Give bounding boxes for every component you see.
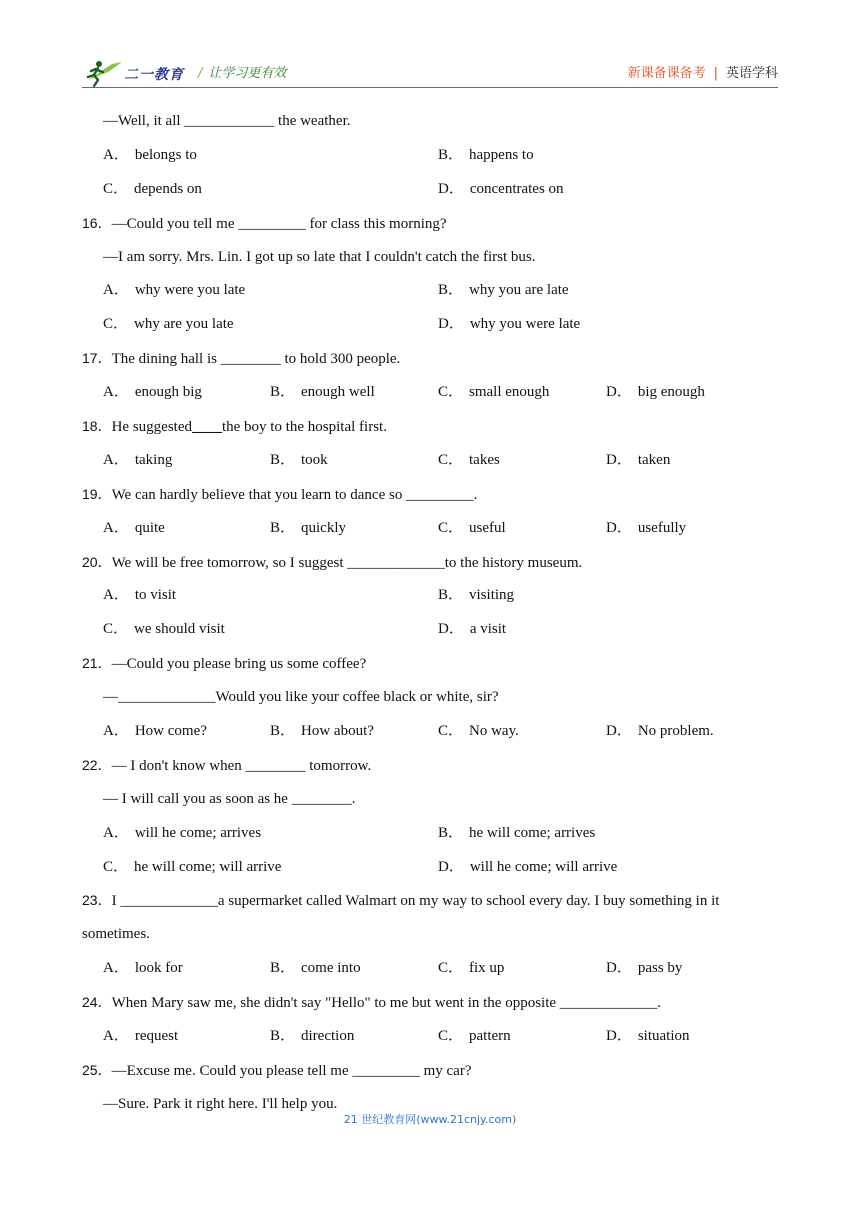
answer-option (103, 1020, 178, 1054)
answer-option (606, 952, 682, 986)
question-stem (82, 1054, 778, 1088)
option-label: A． (103, 960, 129, 977)
question-number: 21． (82, 655, 112, 672)
line-text: — I will call you as soon as he ________. (103, 790, 356, 807)
option-text: why you are late (469, 282, 569, 299)
option-label: B． (270, 519, 296, 536)
option-row (82, 952, 778, 986)
option-text: to visit (134, 587, 177, 604)
option-label: B． (438, 282, 464, 299)
answer-option (270, 376, 375, 410)
option-text: will he come; will arrive (469, 858, 618, 875)
option-text: taken (637, 451, 671, 468)
question-stem (82, 749, 778, 783)
option-label: D． (438, 858, 464, 875)
text-line (82, 918, 778, 952)
option-row (82, 139, 778, 173)
question-text: When Mary saw me, she didn't say "Hello" to me but went in the opposite _____________. (111, 995, 662, 1012)
question-number: 23． (82, 892, 112, 909)
option-row (82, 444, 778, 478)
option-row (82, 173, 778, 207)
header-subject: 英语学科 (725, 66, 778, 81)
answer-option (103, 952, 183, 986)
option-label: B． (270, 1028, 296, 1045)
option-row (82, 851, 778, 885)
answer-option (103, 173, 202, 207)
answer-option (438, 1020, 511, 1054)
option-row (82, 817, 778, 851)
question-text: — I don't know when ________ tomorrow. (111, 757, 372, 774)
option-label: A． (103, 451, 129, 468)
question-stem (82, 342, 778, 376)
option-text: enough big (134, 384, 202, 401)
option-label: D． (606, 384, 632, 401)
option-label: A． (103, 723, 129, 740)
question-number: 22． (82, 756, 112, 773)
line-text: —Sure. Park it right here. I'll help you. (103, 1095, 338, 1112)
answer-option (606, 444, 670, 478)
option-text: enough well (301, 384, 375, 401)
option-label: C． (438, 723, 464, 740)
question-number: 19． (82, 485, 112, 502)
brand-name: 二一教育 (124, 67, 184, 83)
answer-option (438, 952, 504, 986)
option-text: usefully (637, 519, 687, 536)
option-text: taking (134, 451, 173, 468)
page-footer: 21 世纪教育网(www.21cnjy.com) (343, 1113, 517, 1126)
answer-option (438, 173, 564, 207)
option-row (82, 512, 778, 546)
question-number: 18． (82, 418, 112, 435)
option-label: A． (103, 282, 129, 299)
option-label: C． (438, 451, 464, 468)
option-text: why are you late (134, 316, 234, 333)
question-text: He suggested (111, 419, 192, 436)
option-text: useful (469, 519, 506, 536)
option-text: will he come; arrives (134, 824, 262, 841)
option-text: pattern (469, 1028, 511, 1045)
line-text: sometimes. (82, 926, 150, 943)
running-man-icon (82, 58, 126, 88)
answer-option (103, 308, 234, 342)
header-series: 新课备课备考 (627, 66, 706, 81)
question-stem (82, 410, 778, 444)
option-text: How come? (134, 723, 207, 740)
option-label: D． (606, 451, 632, 468)
answer-option (606, 715, 714, 749)
option-text: quite (134, 519, 165, 536)
question-number: 17． (82, 350, 112, 367)
answer-option (103, 274, 245, 308)
text-line (82, 241, 778, 275)
page-header (82, 56, 778, 90)
option-label: D． (606, 723, 632, 740)
question-text-tail: the boy to the hospital first. (221, 419, 387, 436)
answer-option (103, 512, 165, 546)
option-label: C． (103, 180, 129, 197)
question-text: The dining hall is ________ to hold 300 people. (111, 351, 401, 368)
option-text: look for (134, 960, 183, 977)
option-label: A． (103, 519, 129, 536)
answer-option (103, 376, 202, 410)
answer-option (270, 715, 374, 749)
question-stem (82, 647, 778, 681)
text-line (82, 783, 778, 817)
brand-logo (82, 58, 202, 88)
option-row (82, 613, 778, 647)
question-text: We will be free tomorrow, so I suggest _____________to the history museum. (111, 554, 583, 571)
answer-option (103, 444, 172, 478)
question-stem (82, 884, 778, 918)
option-label: D． (606, 1028, 632, 1045)
option-label: C． (438, 1028, 464, 1045)
question-stem (82, 207, 778, 241)
option-text: belongs to (134, 146, 197, 163)
option-text: a visit (469, 621, 507, 638)
answer-option (103, 817, 261, 851)
answer-blank: ____ (191, 419, 222, 436)
option-label: C． (438, 519, 464, 536)
question-number: 25． (82, 1061, 112, 1078)
answer-option (270, 952, 361, 986)
option-label: D． (606, 519, 632, 536)
option-text: visiting (469, 587, 515, 604)
option-text: he will come; will arrive (134, 858, 282, 875)
option-label: A． (103, 824, 129, 841)
option-text: direction (301, 1028, 355, 1045)
answer-option (438, 817, 595, 851)
answer-option (438, 579, 514, 613)
option-label: D． (438, 316, 464, 333)
option-text: quickly (301, 519, 347, 536)
question-stem (82, 478, 778, 512)
option-text: come into (301, 960, 361, 977)
option-label: D． (606, 960, 632, 977)
question-number: 20． (82, 553, 112, 570)
header-slogan: / 让学习更有效 (198, 66, 287, 81)
question-text: I _____________a supermarket called Walmart on my way to school every day. I buy something in it (111, 893, 720, 910)
option-label: B． (438, 824, 464, 841)
question-text: —Excuse me. Could you please tell me _________ my car? (111, 1062, 472, 1079)
line-text: —_____________Would you like your coffee black or white, sir? (103, 689, 499, 706)
line-text: —I am sorry. Mrs. Lin. I got up so late that I couldn't catch the first bus. (103, 248, 536, 265)
option-text: pass by (637, 960, 683, 977)
option-label: C． (103, 316, 129, 333)
answer-option (438, 851, 617, 885)
question-list (82, 105, 778, 1122)
answer-option (103, 851, 281, 885)
option-text: we should visit (134, 621, 225, 638)
question-number: 24． (82, 994, 112, 1011)
option-text: No way. (469, 723, 519, 740)
slogan-text: 让学习更有效 (208, 66, 287, 81)
option-label: D． (438, 621, 464, 638)
option-text: situation (637, 1028, 690, 1045)
question-text: We can hardly believe that you learn to dance so _________. (111, 486, 478, 503)
question-stem (82, 986, 778, 1020)
answer-option (438, 512, 506, 546)
option-row (82, 715, 778, 749)
question-text: —Could you tell me _________ for class this morning? (111, 215, 447, 232)
answer-option (103, 715, 207, 749)
header-separator: | (713, 66, 718, 81)
option-text: How about? (301, 723, 374, 740)
option-row (82, 308, 778, 342)
option-row (82, 274, 778, 308)
option-row (82, 376, 778, 410)
option-label: A． (103, 384, 129, 401)
option-label: B． (438, 146, 464, 163)
answer-option (438, 715, 519, 749)
option-text: fix up (469, 960, 505, 977)
answer-option (438, 376, 549, 410)
answer-option (606, 512, 686, 546)
option-label: C． (438, 384, 464, 401)
answer-option (270, 1020, 354, 1054)
option-text: took (301, 451, 328, 468)
question-text: —Could you please bring us some coffee? (111, 656, 367, 673)
option-label: B． (270, 451, 296, 468)
option-label: B． (438, 587, 464, 604)
answer-option (438, 613, 506, 647)
option-text: depends on (134, 180, 202, 197)
option-text: why were you late (134, 282, 246, 299)
question-stem (82, 546, 778, 580)
option-label: A． (103, 1028, 129, 1045)
option-label: A． (103, 587, 129, 604)
option-row (82, 579, 778, 613)
header-right (628, 62, 778, 81)
option-text: small enough (469, 384, 550, 401)
option-label: B． (270, 384, 296, 401)
answer-option (438, 274, 569, 308)
option-label: C． (438, 960, 464, 977)
answer-option (606, 376, 705, 410)
option-label: A． (103, 146, 129, 163)
option-text: takes (469, 451, 500, 468)
option-text: big enough (637, 384, 705, 401)
answer-option (606, 1020, 690, 1054)
option-label: C． (103, 858, 129, 875)
option-text: happens to (469, 146, 534, 163)
option-label: B． (270, 960, 296, 977)
line-text: —Well, it all ____________ the weather. (103, 113, 351, 129)
answer-option (438, 139, 534, 173)
answer-option (103, 139, 197, 173)
question-number: 16． (82, 214, 112, 231)
answer-option (103, 613, 225, 647)
answer-option (438, 308, 580, 342)
option-text: request (134, 1028, 179, 1045)
option-row (82, 1020, 778, 1054)
option-text: why you were late (469, 316, 581, 333)
text-line (82, 105, 778, 139)
answer-option (270, 444, 328, 478)
answer-option (438, 444, 500, 478)
option-text: he will come; arrives (469, 824, 596, 841)
option-text: No problem. (637, 723, 714, 740)
answer-option (270, 512, 346, 546)
option-label: C． (103, 621, 129, 638)
answer-option (103, 579, 176, 613)
text-line (82, 681, 778, 715)
header-rule (82, 87, 778, 88)
option-label: B． (270, 723, 296, 740)
option-text: concentrates on (469, 180, 564, 197)
option-label: D． (438, 180, 464, 197)
